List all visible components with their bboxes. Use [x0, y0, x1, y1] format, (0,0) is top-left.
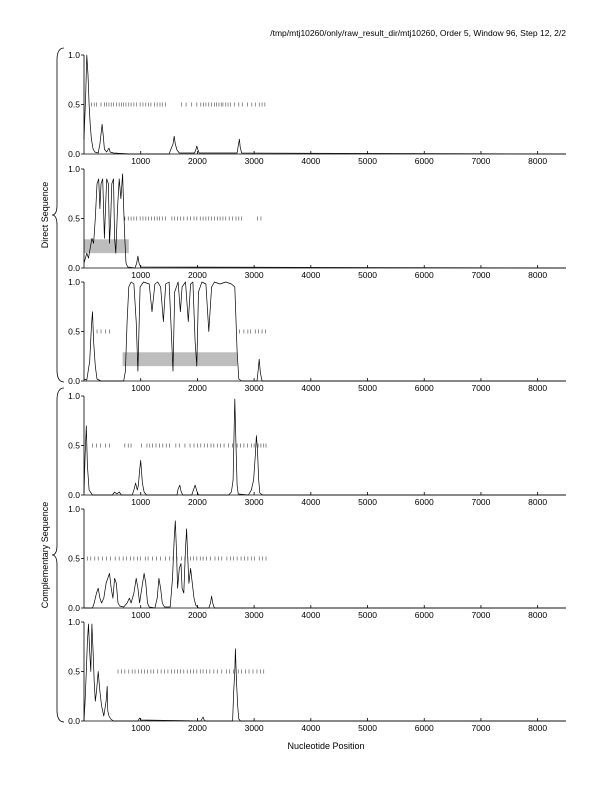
x-tick-label: 6000	[414, 156, 434, 166]
x-tick-label: 6000	[414, 383, 434, 393]
x-tick-label: 3000	[244, 723, 264, 733]
direct-sequence-brace	[52, 48, 64, 382]
x-tick-label: 8000	[528, 383, 548, 393]
y-tick-label: 0.0	[68, 603, 80, 613]
coding-potential-line	[84, 521, 566, 608]
x-tick-label: 4000	[301, 723, 321, 733]
y-tick-label: 0.0	[68, 263, 80, 273]
y-tick-label: 1.0	[68, 164, 80, 174]
x-tick-label: 3000	[244, 610, 264, 620]
x-tick-label: 7000	[471, 723, 491, 733]
y-tick-label: 1.0	[68, 277, 80, 287]
panel-3	[68, 277, 566, 393]
y-tick-label: 0.5	[68, 666, 80, 677]
x-tick-label: 6000	[414, 723, 434, 733]
x-tick-label: 5000	[358, 497, 377, 507]
x-tick-label: 2000	[187, 497, 207, 507]
x-tick-label: 1000	[131, 610, 151, 620]
coding-potential-line	[84, 624, 566, 721]
x-axis-label: Nucleotide Position	[287, 741, 365, 751]
complementary-sequence-label: Complementary Sequence	[40, 501, 50, 609]
x-tick-label: 4000	[301, 497, 321, 507]
x-tick-label: 1000	[131, 156, 151, 166]
header-title: /tmp/mtj10260/only/raw_result_dir/mtj10260, Order 5, Window 96, Step 12, 2/2	[270, 28, 566, 38]
y-tick-label: 0.5	[68, 553, 80, 564]
x-tick-label: 7000	[471, 270, 491, 280]
direct-sequence-label: Direct Sequence	[40, 181, 50, 249]
y-tick-label: 1.0	[68, 617, 80, 627]
x-tick-label: 6000	[414, 497, 434, 507]
x-tick-label: 8000	[528, 723, 548, 733]
y-tick-label: 1.0	[68, 504, 80, 514]
x-tick-label: 4000	[301, 383, 321, 393]
x-tick-label: 8000	[528, 497, 548, 507]
x-tick-label: 7000	[471, 610, 491, 620]
coding-potential-line	[84, 174, 566, 268]
panel-6	[68, 617, 566, 733]
x-tick-label: 5000	[358, 270, 377, 280]
y-tick-label: 0.5	[68, 213, 80, 224]
x-tick-label: 7000	[471, 156, 491, 166]
region-bar	[123, 352, 238, 366]
x-tick-label: 2000	[187, 383, 207, 393]
y-tick-label: 0.5	[68, 326, 80, 337]
x-tick-label: 5000	[358, 156, 377, 166]
x-tick-label: 3000	[244, 270, 264, 280]
x-tick-label: 3000	[244, 497, 264, 507]
x-tick-label: 1000	[131, 723, 151, 733]
x-tick-label: 2000	[187, 723, 207, 733]
y-tick-label: 0.0	[68, 716, 80, 726]
y-tick-label: 0.0	[68, 149, 80, 159]
x-tick-label: 8000	[528, 156, 548, 166]
coding-potential-line	[84, 55, 566, 154]
y-tick-label: 0.0	[68, 490, 80, 500]
panel-5	[68, 504, 566, 620]
x-tick-label: 3000	[244, 156, 264, 166]
x-tick-label: 2000	[187, 270, 207, 280]
y-tick-label: 0.0	[68, 376, 80, 386]
x-tick-label: 6000	[414, 270, 434, 280]
x-tick-label: 7000	[471, 383, 491, 393]
x-tick-label: 6000	[414, 610, 434, 620]
complementary-sequence-brace	[52, 388, 64, 722]
x-tick-label: 4000	[301, 270, 321, 280]
x-tick-label: 3000	[244, 383, 264, 393]
x-tick-label: 2000	[187, 156, 207, 166]
panel-4	[68, 391, 566, 507]
panel-1	[68, 50, 566, 166]
x-tick-label: 5000	[358, 610, 377, 620]
y-tick-label: 0.5	[68, 440, 80, 451]
y-tick-label: 1.0	[68, 391, 80, 401]
x-tick-label: 4000	[301, 156, 321, 166]
x-tick-label: 5000	[358, 383, 377, 393]
y-tick-label: 1.0	[68, 50, 80, 60]
x-tick-label: 4000	[301, 610, 321, 620]
panel-2	[68, 164, 566, 280]
x-tick-label: 7000	[471, 497, 491, 507]
panels	[68, 50, 566, 733]
x-tick-label: 8000	[528, 270, 548, 280]
x-tick-label: 8000	[528, 610, 548, 620]
x-tick-label: 1000	[131, 497, 151, 507]
x-tick-label: 5000	[358, 723, 377, 733]
x-tick-label: 1000	[131, 383, 151, 393]
y-tick-label: 0.5	[68, 99, 80, 110]
x-tick-label: 1000	[131, 270, 151, 280]
x-tick-label: 2000	[187, 610, 207, 620]
